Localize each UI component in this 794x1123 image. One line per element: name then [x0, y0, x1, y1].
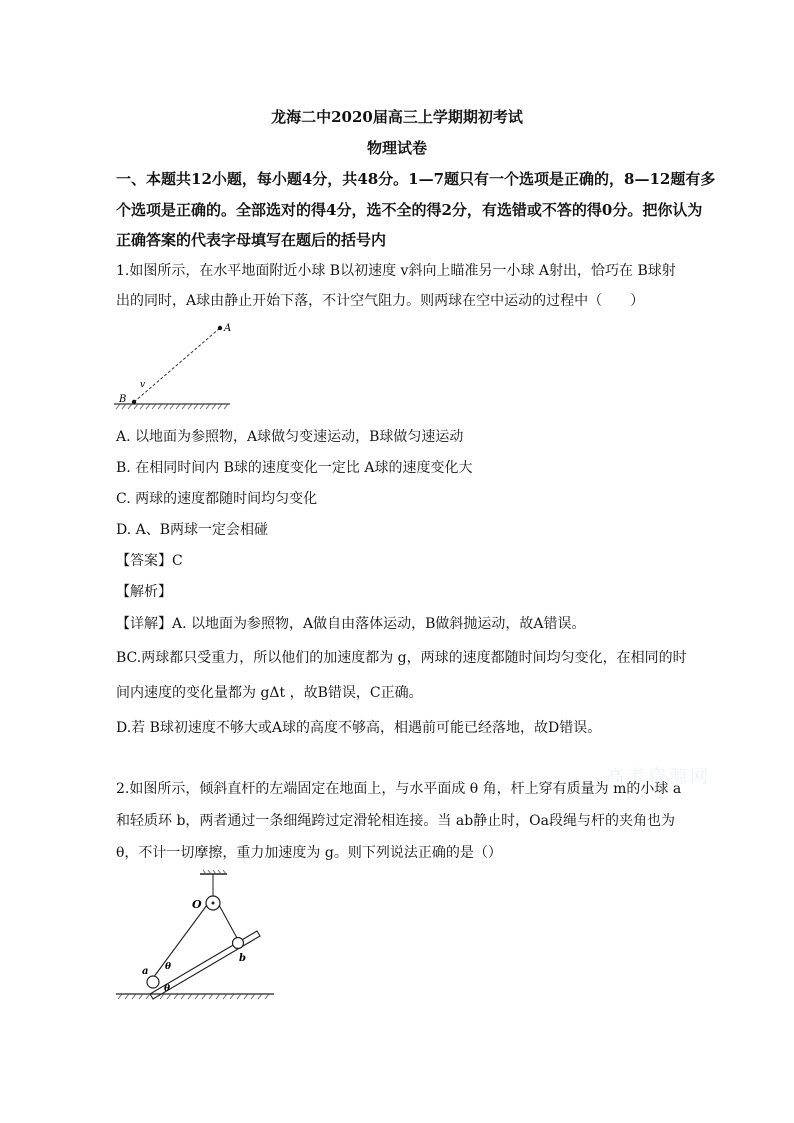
question-1-answer: 【答案】C: [116, 553, 183, 569]
question-1-detail-bc-line-1: BC.两球都只受重力，所以他们的加速度都为 g，两球的速度都随时间均匀变化，在相同的时: [116, 650, 687, 666]
question-1-option-c: C. 两球的速度都随时间均匀变化: [116, 491, 318, 507]
section-instruction-line-3: 正确答案的代表字母填写在题后的括号内: [116, 231, 387, 249]
question-2-text-line-2: 和轻质环 b，两者通过一条细绳跨过定滑轮相连接。当 ab静止时，Oa段绳与杆的夹角也为: [116, 813, 675, 829]
ball-b: [132, 400, 136, 404]
rope-ob: [219, 905, 237, 938]
ring-b: [233, 938, 244, 949]
exam-subtitle: 物理试卷: [366, 139, 427, 157]
question-1-figure: [112, 320, 242, 412]
question-1-analysis-heading: 【解析】: [116, 584, 172, 600]
label-b: B: [119, 394, 127, 405]
angle-label-rope: θ: [165, 962, 172, 972]
question-1-option-b: B. 在相同时间内 B球的速度变化一定比 A球的速度变化大: [116, 460, 473, 476]
label-a: A: [224, 323, 232, 334]
question-2-text-line-1: 2.如图所示，倾斜直杆的左端固定在地面上，与水平面成 θ 角，杆上穿有质量为 m的小球 a: [116, 781, 682, 797]
question-1-detail-d: D.若 B球初速度不够大或A球的高度不够高，相遇前可能已经落地，故D错误。: [116, 720, 602, 736]
question-1-detail-a: 【详解】A. 以地面为参照物，A做自由落体运动，B做斜抛运动，故A错误。: [116, 616, 586, 632]
angle-label-ground: θ: [164, 984, 171, 994]
label-o: O: [192, 898, 202, 911]
question-1-option-d: D. A、B两球一定会相碰: [116, 522, 269, 538]
section-instruction-line-2: 个选项是正确的。全部选对的得4分，选不全的得2分，有选错或不答的得0分。把你认为: [116, 201, 703, 219]
question-1-detail-bc-line-2: 间内速度的变化量都为 gΔt ，故B错误，C正确。: [116, 685, 423, 701]
ball-a: [218, 326, 222, 330]
exam-title: 龙海二中2020届高三上学期期初考试: [271, 108, 523, 126]
section-instruction-line-1: 一、本题共12小题，每小题4分，共48分。1—7题只有一个选项是正确的，8—12题有多: [116, 170, 716, 188]
question-1-option-a: A. 以地面为参照物，A球做匀变速运动，B球做匀速运动: [116, 429, 464, 445]
label-a: a: [142, 966, 149, 977]
question-2-figure: [112, 870, 282, 1004]
question-1-text-line-2: 出的同时，A球由静止开始下落，不计空气阻力。则两球在空中运动的过程中（ ）: [116, 293, 645, 309]
watermark: 高考资源网: [606, 767, 711, 788]
question-1-text-line-1: 1.如图所示，在水平地面附近小球 B以初速度 v斜向上瞄准另一小球 A射出，恰巧在 B球射: [116, 263, 676, 279]
label-b: b: [239, 953, 246, 964]
label-v: v: [140, 380, 146, 390]
ball-a: [147, 976, 159, 988]
question-2-text-line-3: θ，不计一切摩擦，重力加速度为 g。则下列说法正确的是（）: [116, 845, 502, 861]
